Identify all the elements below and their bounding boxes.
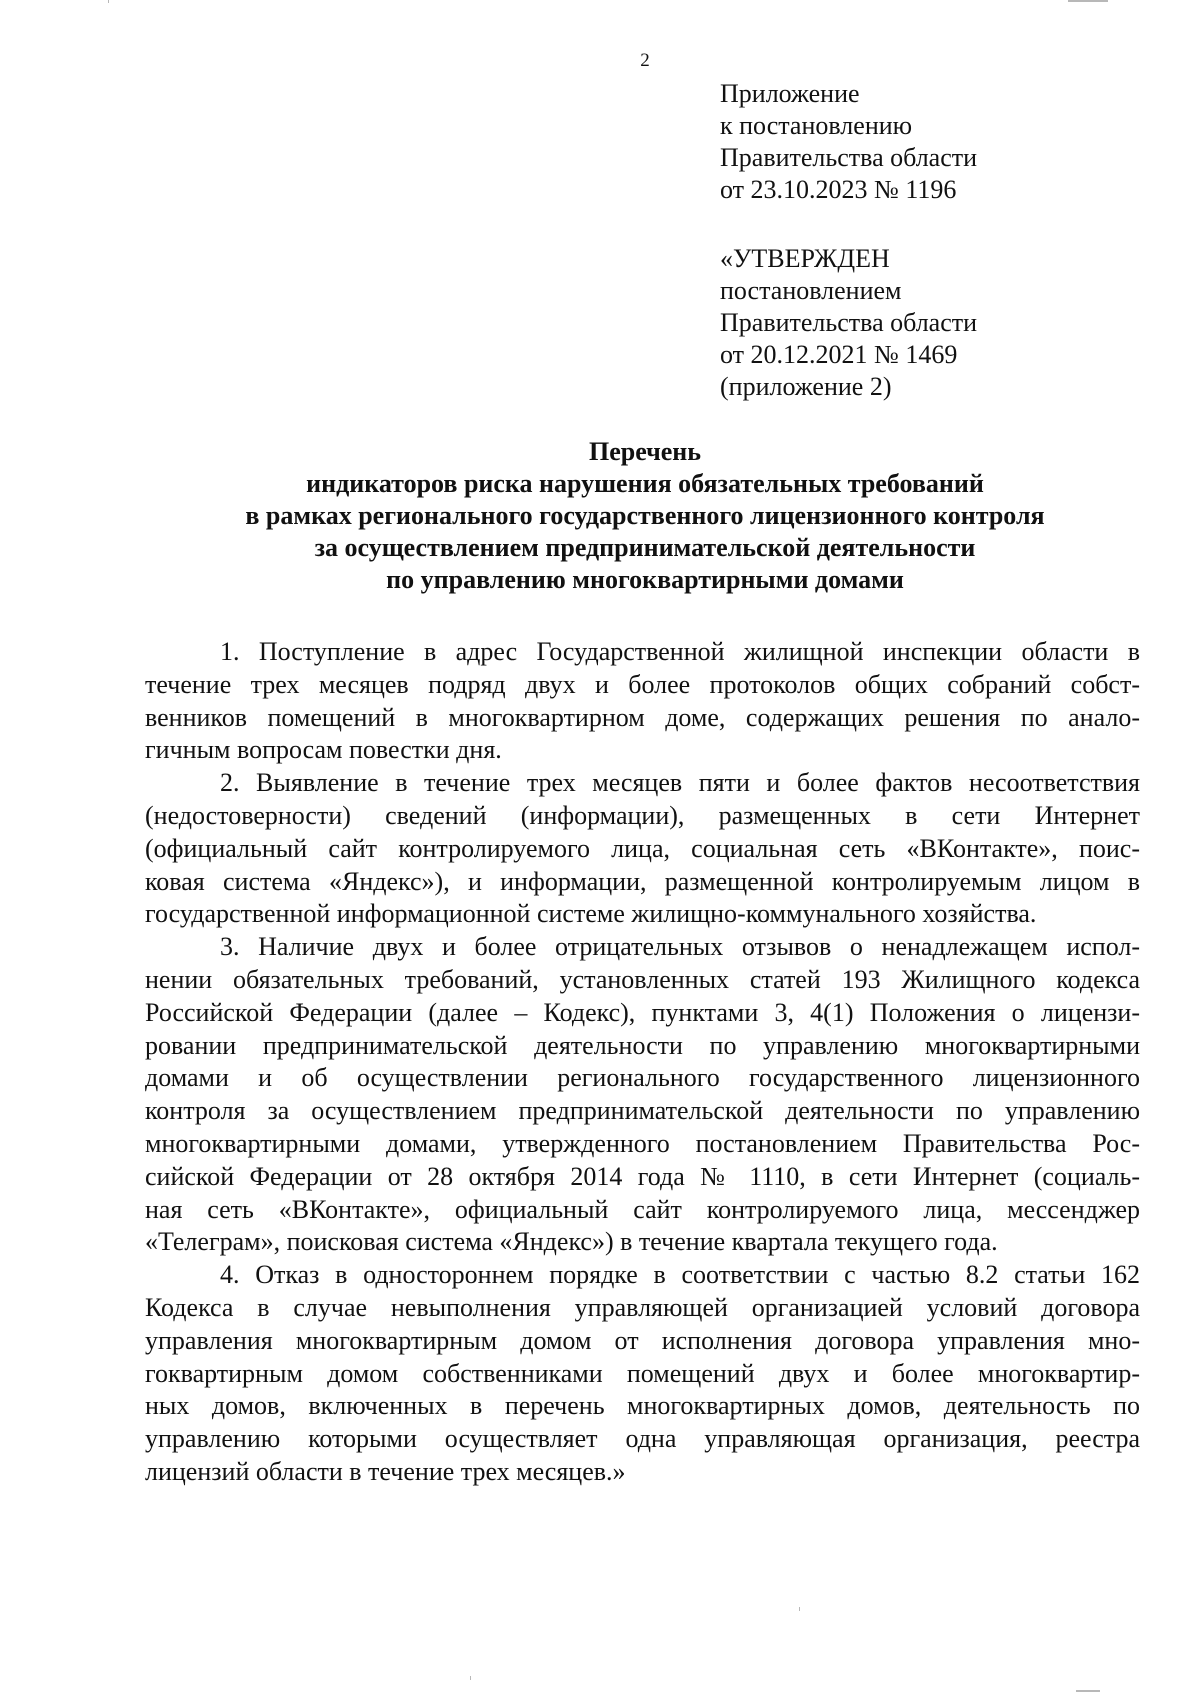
scan-artifact [108, 0, 109, 3]
paragraph-line: 4. Отказ в одностороннем порядке в соответствии с частью 8.2 статьи 162 [220, 1260, 1140, 1290]
scan-artifact [470, 1676, 471, 1680]
approval-line: постановлением [720, 276, 902, 305]
appendix-line: от 23.10.2023 № 1196 [720, 175, 957, 204]
paragraph-line: многоквартирными домами, утвержденного постановлением Правительства Рос- [145, 1128, 1140, 1158]
title-line: за осуществлением предпринимательской деятельности [314, 533, 976, 562]
paragraph-line: управлению которыми осуществляет одна управляющая организация, реестра [145, 1424, 1140, 1454]
paragraph-line: течение трех месяцев подряд двух и более протоколов общих собраний собст- [145, 669, 1140, 699]
scan-artifact [799, 1607, 800, 1611]
paragraph-line: государственной информационной системе жилищно-коммунального хозяйства. [145, 899, 1037, 929]
paragraph-line: ковая система «Яндекс»), и информации, размещенной контролируемым лицом в [145, 866, 1140, 896]
approval-line: (приложение 2) [720, 372, 892, 401]
paragraph-line: гичным вопросам повестки дня. [145, 735, 502, 765]
paragraph-line: домами и об осуществлении регионального государственного лицензионного [145, 1063, 1140, 1093]
appendix-line: к постановлению [720, 111, 913, 140]
title-line: по управлению многоквартирными домами [386, 565, 904, 594]
approval-line: «УТВЕРЖДЕН [720, 244, 890, 273]
document-title [145, 436, 1145, 596]
scan-artifact [1068, 0, 1108, 2]
paragraph-line: Кодекса в случае невыполнения управляющей организацией условий договора [145, 1292, 1140, 1322]
appendix-line: Правительства области [720, 143, 978, 172]
paragraph-line: «Телеграм», поисковая система «Яндекс») в течение квартала текущего года. [145, 1227, 998, 1257]
scan-artifact [1076, 1690, 1100, 1692]
paragraph-3 [145, 931, 1140, 1259]
paragraph-line: нении обязательных требований, установленных статей 193 Жилищного кодекса [145, 964, 1140, 994]
paragraph-line: 1. Поступление в адрес Государственной жилищной инспекции области в [220, 637, 1140, 666]
paragraph-line: лицензий области в течение трех месяцев.» [145, 1456, 626, 1486]
paragraph-line: ная сеть «ВКонтакте», официальный сайт контролируемого лица, мессенджер [145, 1194, 1140, 1224]
paragraph-2 [145, 767, 1140, 931]
paragraph-line: венников помещений в многоквартирном доме, содержащих решения по анало- [145, 702, 1140, 732]
title-line: в рамках регионального государственного лицензионного контроля [245, 501, 1045, 530]
paragraph-line: ных домов, включенных в перечень многоквартирных домов, деятельность по [145, 1391, 1140, 1421]
paragraph-line: (недостоверности) сведений (информации), размещенных в сети Интернет [145, 800, 1140, 830]
document-body [145, 636, 1140, 1489]
page-number: 2 [640, 50, 650, 71]
paragraph-4 [145, 1259, 1140, 1489]
paragraph-line: 2. Выявление в течение трех месяцев пяти и более фактов несоответствия [220, 768, 1140, 798]
paragraph-line: Российской Федерации (далее – Кодекс), пунктами 3, 4(1) Положения о лицензи- [145, 997, 1140, 1027]
paragraph-line: 3. Наличие двух и более отрицательных отзывов о ненадлежащем испол- [220, 932, 1140, 962]
paragraph-line: гоквартирным домом собственниками помещений двух и более многоквартир- [145, 1358, 1140, 1388]
title-line: индикаторов риска нарушения обязательных требований [306, 469, 984, 498]
approval-line: Правительства области [720, 308, 978, 337]
approval-line: от 20.12.2021 № 1469 [720, 340, 958, 369]
paragraph-line: сийской Федерации от 28 октября 2014 года № 1110, в сети Интернет (социаль- [145, 1161, 1140, 1191]
paragraph-line: (официальный сайт контролируемого лица, социальная сеть «ВКонтакте», поис- [145, 833, 1140, 863]
paragraph-line: управления многоквартирным домом от исполнения договора управления мно- [145, 1325, 1140, 1355]
paragraph-1 [145, 636, 1140, 767]
approval-stamp-block [720, 243, 977, 403]
appendix-line: Приложение [720, 79, 860, 108]
appendix-header [720, 78, 977, 206]
paragraph-line: ровании предпринимательской деятельности по управлению многоквартирными [145, 1030, 1140, 1060]
title-line: Перечень [588, 437, 702, 466]
paragraph-line: контроля за осуществлением предпринимательской деятельности по управлению [145, 1096, 1140, 1126]
